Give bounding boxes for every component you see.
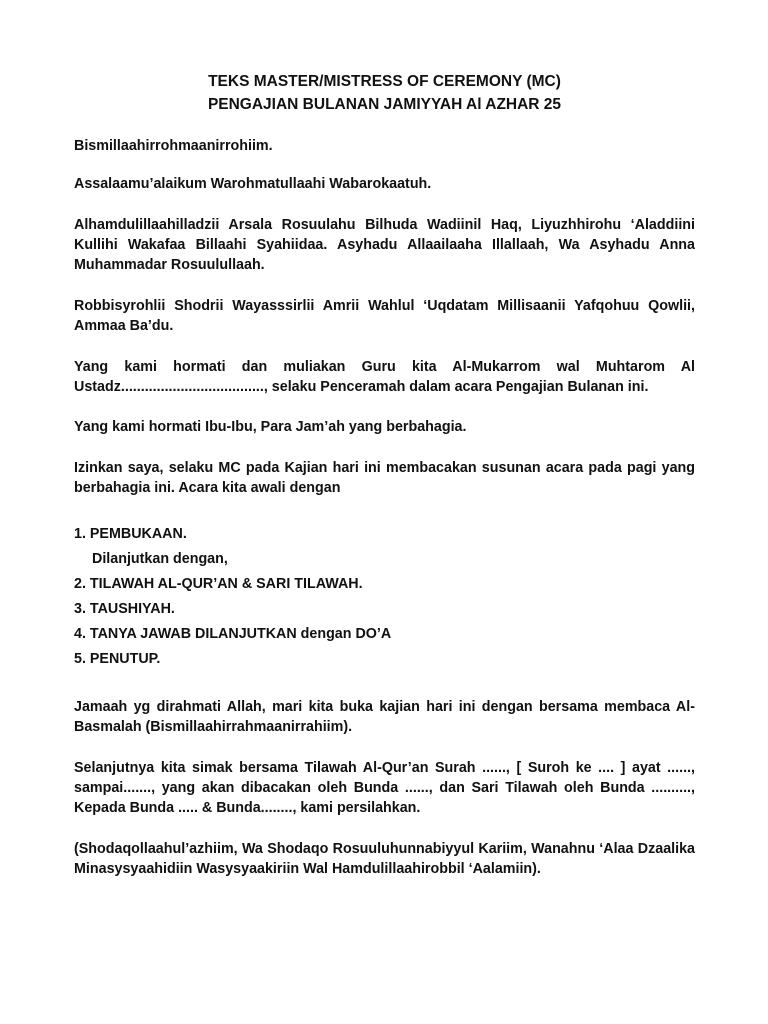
paragraph-izinkan: Izinkan saya, selaku MC pada Kajian hari ini membacakan susunan acara pada pagi yang berbahagia ini. Acara kita awali dengan xyxy=(74,460,695,496)
paragraph-selanjutnya: Selanjutnya kita simak bersama Tilawah Al-Qur’an Surah ......, [ Suroh ke .... ] ayat ......, sampai......., yang akan dibacakan oleh Bunda ......, dan Sari Tilawah oleh Bunda .........., Kepada Bunda ..... & Bunda........, kami persilahkan. xyxy=(74,760,695,816)
paragraph-jamaah: Jamaah yg dirahmati Allah, mari kita buka kajian hari ini dengan bersama membaca Al-Basmalah (Bismillaahirrahmaanirrahiim). xyxy=(74,699,695,735)
list-item: 1. PEMBUKAAN. xyxy=(74,526,187,542)
title-line-2: PENGAJIAN BULANAN JAMIYYAH Al AZHAR 25 xyxy=(207,96,562,113)
document-title xyxy=(74,70,695,116)
paragraph-robbisyrohlii: Robbisyrohlii Shodrii Wayasssirlii Amrii Wahlul ‘Uqdatam Millisaanii Yafqohuu Qowlii, Ammaa Ba’du. xyxy=(74,298,695,334)
title-line-1: TEKS MASTER/MISTRESS OF CEREMONY (MC) xyxy=(208,73,561,90)
paragraph-salam: Assalaamu’alaikum Warohmatullaahi Wabarokaatuh. xyxy=(74,176,432,192)
paragraph-hormat-jamaah: Yang kami hormati Ibu-Ibu, Para Jam’ah yang berbahagia. xyxy=(74,419,467,435)
list-item: 5. PENUTUP. xyxy=(74,651,161,667)
list-item: 3. TAUSHIYAH. xyxy=(74,601,175,617)
list-item: 2. TILAWAH AL-QUR’AN & SARI TILAWAH. xyxy=(74,576,363,592)
paragraph-shodaqollaahul: (Shodaqollaahul’azhiim, Wa Shodaqo Rosuuluhunnabiyyul Kariim, Wanahnu ‘Alaa Dzaalika Minasysyaahidiin Wasysyaakiriin Wal Hamdulillaahirobbil ‘Aalamiin). xyxy=(74,841,695,877)
list-item: 4. TANYA JAWAB DILANJUTKAN dengan DO’A xyxy=(74,626,392,642)
list-item-note: Dilanjutkan dengan, xyxy=(92,551,228,567)
paragraph-alhamdulillah: Alhamdulillaahilladzii Arsala Rosuulahu Bilhuda Wadiinil Haq, Liyuzhhirohu ‘Aladdiini Kullihi Wakafaa Billaahi Syahiidaa. Asyhadu Allaailaaha Illallaah, Wa Asyhadu Anna Muhammadar Rosuulullaah. xyxy=(74,217,695,273)
agenda-list xyxy=(74,522,695,672)
paragraph-hormat-guru: Yang kami hormati dan muliakan Guru kita Al-Mukarrom wal Muhtarom Al Ustadz...................................., selaku Penceramah dalam acara Pengajian Bulanan ini. xyxy=(74,359,695,395)
paragraph-bismillah: Bismillaahirrohmaanirrohiim. xyxy=(74,138,273,154)
